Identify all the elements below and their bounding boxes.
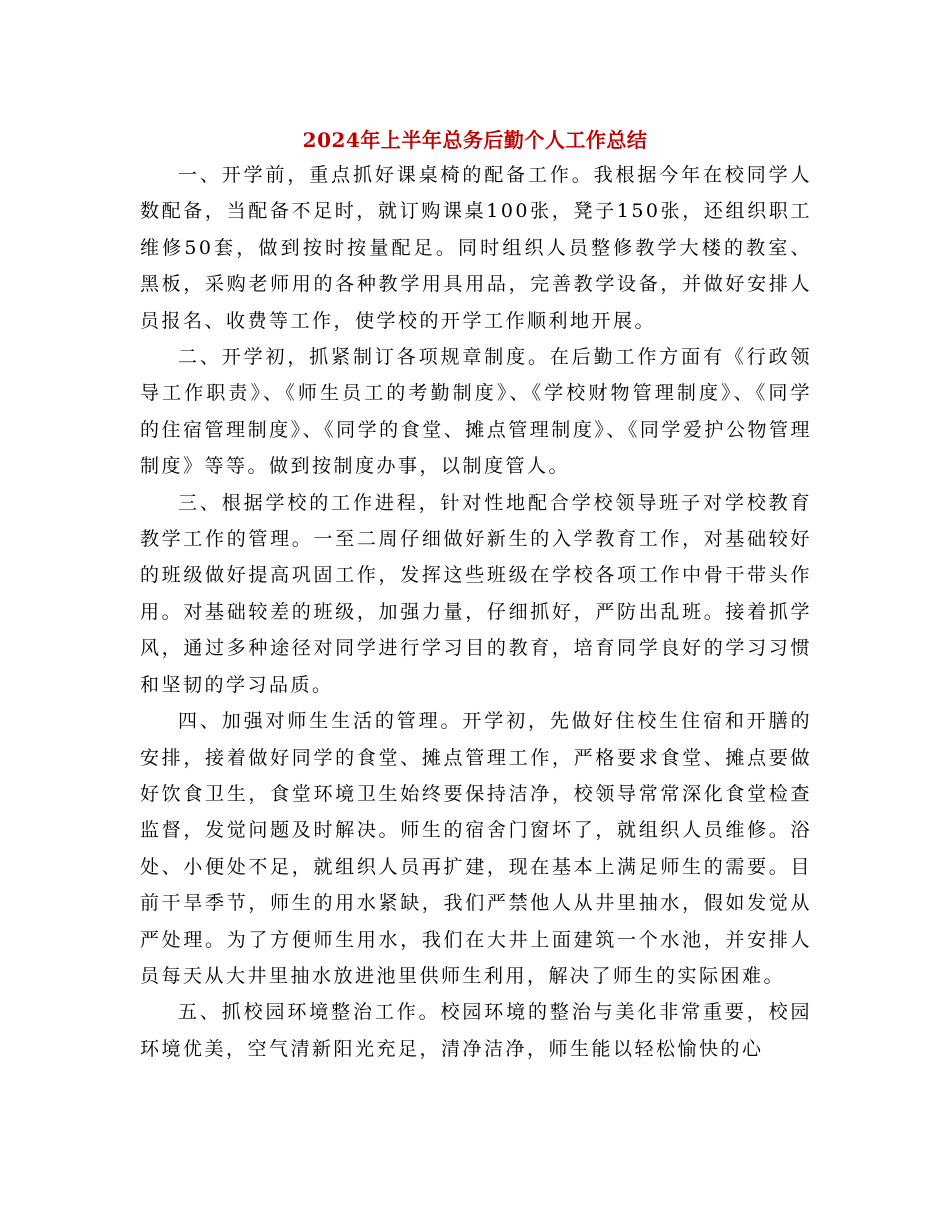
paragraph-3: 三、根据学校的工作进程，针对性地配合学校领导班子对学校教育教学工作的管理。一至二周仔细做好新生的入学教育工作，对基础较好的班级做好提高巩固工作，发挥这些班级在学校各项工作中骨干带头作用。对基础较差的班级，加强力量，仔细抓好，严防出乱班。接着抓学风，通过多种途径对同学进行学习目的教育，培育同学良好的学习习惯和坚韧的学习品质。: [140, 491, 812, 696]
document-body: [140, 157, 812, 1067]
paragraph-1: 一、开学前，重点抓好课桌椅的配备工作。我根据今年在校同学人数配备，当配备不足时，就订购课桌100张，凳子150张，还组织职工维修50套，做到按时按量配足。同时组织人员整修教学大楼的教室、黑板，采购老师用的各种教学用具用品，完善教学设备，并做好安排人员报名、收费等工作，使学校的开学工作顺利地开展。: [140, 164, 812, 332]
document-title: 2024年上半年总务后勤个人工作总结: [302, 128, 648, 153]
paragraph-5: 五、抓校园环境整治工作。校园环境的整治与美化非常重要，校园环境优美，空气清新阳光充足，清净洁净，师生能以轻松愉快的心: [140, 1001, 812, 1060]
paragraph-2: 二、开学初，抓紧制订各项规章制度。在后勤工作方面有《行政领导工作职责》、《师生员工的考勤制度》、《学校财物管理制度》、《同学的住宿管理制度》、《同学的食堂、摊点管理制度》、《同学爱护公物管理制度》等等。做到按制度办事，以制度管人。: [140, 346, 812, 478]
paragraph-4: 四、加强对师生生活的管理。开学初，先做好住校生住宿和开膳的安排，接着做好同学的食堂、摊点管理工作，严格要求食堂、摊点要做好饮食卫生，食堂环境卫生始终要保持洁净，校领导常常深化食堂检查监督，发觉问题及时解决。师生的宿舍门窗坏了，就组织人员维修。浴处、小便处不足，就组织人员再扩建，现在基本上满足师生的需要。目前干旱季节，师生的用水紧缺，我们严禁他人从井里抽水，假如发觉从严处理。为了方便师生用水，我们在大井上面建筑一个水池，并安排人员每天从大井里抽水放进池里供师生利用，解决了师生的实际困难。: [140, 710, 812, 987]
